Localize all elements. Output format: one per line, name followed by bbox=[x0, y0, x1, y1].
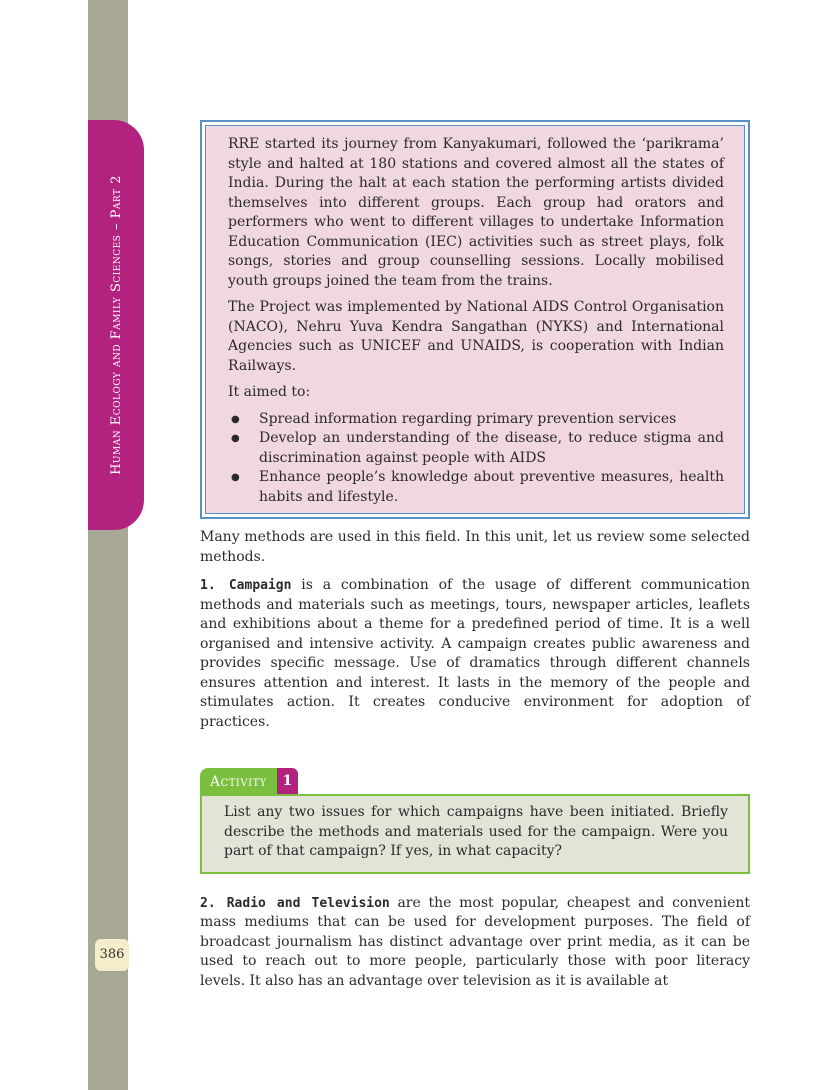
activity-tab bbox=[200, 768, 298, 794]
list-item: ● Spread information regarding primary prevention services bbox=[228, 410, 724, 430]
box-paragraph: The Project was implemented by National AIDS Control Organisation (NACO), Nehru Yuva Kendra Sangathan (NYKS) and International Agencies such as UNICEF and UNAIDS, is cooperation with Indian Railways. bbox=[228, 299, 724, 374]
campaign-text: is a combination of the usage of different communication methods and materials such as meetings, tours, newspaper articles, leaflets and exhibitions about a theme for a predefined period of time. It is a well organised and intensive activity. A campaign creates public awareness and provides specific message. Use of dramatics through different channels ensures attention and interest. It lasts in the memory of the people and stimulates action. It creates conducive environment for adoption of practices. bbox=[200, 577, 751, 730]
info-box bbox=[200, 120, 750, 519]
radio-text: are the most popular, cheapest and convenient mass mediums that can be used for development purposes. The field of broadcast journalism has distinct advantage over print media, as it can be used to reach out to more people, particularly those with poor literacy levels. It also has an advantage over television as it is available at bbox=[200, 894, 750, 989]
activity-label: Activity bbox=[200, 768, 277, 794]
activity-box: List any two issues for which campaigns have been initiated. Briefly describe the methods and materials used for the campaign. Were you part of that campaign? If yes, in what capacity? bbox=[200, 794, 750, 874]
info-box-inner bbox=[205, 125, 745, 514]
page-content bbox=[200, 120, 750, 991]
campaign-paragraph bbox=[200, 576, 750, 732]
aims-list bbox=[228, 410, 724, 508]
activity-number: 1 bbox=[277, 768, 298, 794]
page-number: 386 bbox=[95, 939, 129, 971]
radio-term: 2. Radio and Television bbox=[200, 895, 390, 911]
campaign-term: 1. Campaign bbox=[200, 578, 292, 593]
book-title: Human Ecology and Family Sciences – Part 2 bbox=[109, 175, 124, 475]
box-paragraph: RRE started its journey from Kanyakumari, followed the ‘parikrama’ style and halted at 180 stations and covered almost all the states of India. During the halt at each station the performing artists divided themselves into different groups. Each group had orators and performers who went to different villages to undertake Information Education Communication (IEC) activities such as street plays, folk songs, stories and group counselling sessions. Locally mobilised youth groups joined the team from the trains. bbox=[228, 136, 724, 289]
list-item: ● Develop an understanding of the disease, to reduce stigma and discrimination against people with AIDS bbox=[228, 429, 724, 468]
box-paragraph: It aimed to: bbox=[228, 384, 311, 400]
radio-paragraph bbox=[200, 894, 750, 992]
list-item: ● Enhance people’s knowledge about preventive measures, health habits and lifestyle. bbox=[228, 468, 724, 507]
intro-paragraph: Many methods are used in this field. In this unit, let us review some selected methods. bbox=[200, 529, 750, 565]
activity-section bbox=[200, 768, 750, 874]
